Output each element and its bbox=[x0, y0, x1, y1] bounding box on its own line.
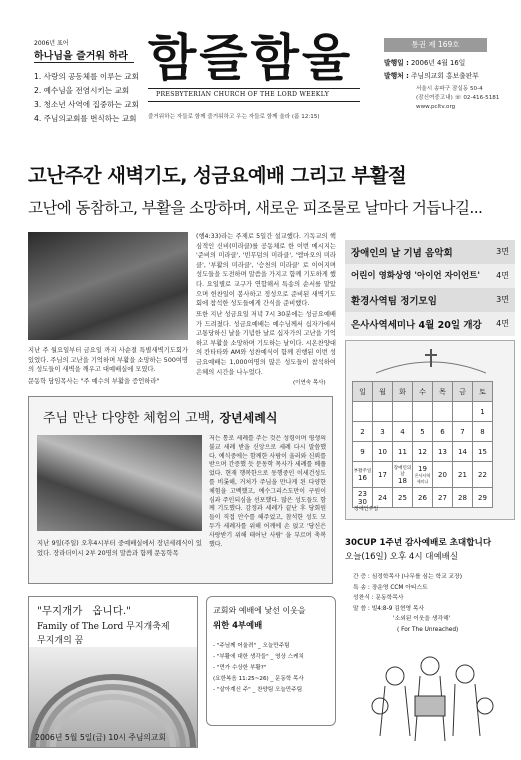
calendar-cell bbox=[393, 462, 413, 488]
website: www.pcltv.org bbox=[416, 104, 456, 110]
calendar bbox=[345, 340, 515, 520]
calendar-cell: 24 bbox=[373, 488, 393, 508]
calendar-cell: 15 bbox=[473, 442, 493, 462]
calendar-cell bbox=[353, 402, 373, 422]
calendar-cell: 7 bbox=[453, 422, 473, 442]
date-label: 발행일 : bbox=[384, 59, 409, 67]
program-item: - "살아계신 주" _ 찬양팀 오늘만주팀 bbox=[213, 687, 303, 693]
calendar-cell bbox=[453, 402, 473, 422]
motto: 하나님을 즐거워 하라 bbox=[34, 51, 128, 62]
calendar-cell: 23 30 bbox=[353, 488, 373, 508]
tagline: 즐거워하는 자들로 함께 즐거워하고 우는 자들로 함께 울라 (롬 12:15) bbox=[148, 114, 320, 120]
calendar-cell bbox=[433, 402, 453, 422]
sidebar-item-page: 4면 bbox=[496, 319, 509, 328]
worship-box bbox=[206, 596, 336, 726]
calendar-cell bbox=[353, 462, 373, 488]
calendar-cell: 11 bbox=[393, 442, 413, 462]
calendar-grid bbox=[352, 381, 493, 508]
day-header: 수 bbox=[413, 382, 433, 402]
calendar-cell bbox=[413, 462, 433, 488]
sidebar-item-page: 4면 bbox=[496, 271, 509, 280]
calendar-cell: 6 bbox=[433, 422, 453, 442]
day-header: 토 bbox=[473, 382, 493, 402]
sidebar-item-4[interactable] bbox=[345, 312, 515, 336]
thanks-box bbox=[345, 528, 515, 750]
calendar-cell: 10 bbox=[373, 442, 393, 462]
photo-caption-2: 문동학 담임목사는 "주 예수의 부활을 증언하라" bbox=[28, 377, 160, 385]
day-header: 목 bbox=[433, 382, 453, 402]
calendar-day: 16 bbox=[358, 473, 367, 482]
main-headline: 고난주간 새벽기도, 성금요예배 그리고 부활절 bbox=[28, 164, 407, 187]
calendar-cell: 21 bbox=[453, 462, 473, 488]
article-byline: (이연숙 목사) bbox=[293, 380, 326, 386]
program-row: '소외된 이웃을 생각해' bbox=[393, 616, 451, 622]
dawn-prayer-photo bbox=[28, 232, 188, 340]
calendar-cell: 5 bbox=[413, 422, 433, 442]
publisher-label: 발행처 : bbox=[384, 72, 409, 80]
calendar-day: 18 bbox=[398, 476, 407, 485]
calendar-cell bbox=[373, 402, 393, 422]
calendar-cell: 29 bbox=[473, 488, 493, 508]
issue-badge bbox=[384, 38, 487, 52]
calendar-note: 부활주일 bbox=[353, 468, 372, 474]
calendar-note: 장애인의날 bbox=[393, 465, 412, 477]
sidebar-item-3[interactable] bbox=[345, 288, 515, 312]
baptism-photo bbox=[37, 435, 202, 531]
program-item: - "주님께 어울려" _ 오늘만주팀 bbox=[213, 643, 290, 649]
day-header: 월 bbox=[373, 382, 393, 402]
feature-body: 저는 통로 세례를 주는 것은 성령이며 평생의 불교 세례 받을 신앙으로 세례 다시 말씀했다. 예식중에는 함께한 사람이 울러와 신뢰를 받으며 간증했 듯 문동학 목사가 세례를 베풀었다. 현재 행복한으로 동행중인 이세건성도를 비롯해, 거처가 주님을 만나게 된 다양한 체험을 고백했고, 예수그리스도만이 구원이심과 주인되심을 선포했다. 많은 성도들도 함께 기도했다. 감정과 세례가 끝난 후 당회원들이 직접 안수를 해주었고, 참석한 성도 모두가 세례자를 위해 어깨에 손 얹고 '당신은 사랑받기 위해 태어난 사람' 을 부르며 축복했다. bbox=[209, 435, 326, 548]
calendar-cell: 1 bbox=[473, 402, 493, 422]
sidebar-item-title: 장애인의 날 기념 음악회 bbox=[351, 248, 453, 259]
calendar-cell: 9 bbox=[353, 442, 373, 462]
thanks-title: 30CUP 1주년 감사예배로 초대합니다 bbox=[345, 538, 492, 548]
program-row: 특 송 : 장운영 CCM 아티스트 bbox=[353, 584, 428, 591]
calendar-cell: 3 bbox=[373, 422, 393, 442]
calendar-cell: 13 bbox=[433, 442, 453, 462]
calendar-cell: 22 bbox=[473, 462, 493, 488]
sidebar-item-title: 은사사역세미나 4월 20일 개강 bbox=[351, 320, 482, 331]
contact-info bbox=[416, 85, 499, 112]
program-row: 말 씀 : 빌4:8-9 김현영 목사 bbox=[353, 605, 425, 612]
motto-date: 2006년 표어 bbox=[34, 40, 69, 47]
calendar-note: 장애인주일 bbox=[354, 506, 379, 512]
worship-program bbox=[213, 641, 304, 696]
program-item: - "먼가 수상한 부활?" bbox=[213, 665, 267, 671]
sidebar-item-page: 3면 bbox=[496, 295, 509, 304]
day-header: 화 bbox=[393, 382, 413, 402]
program-item: (요한복음 11:25~26) _ 문동학 목사 bbox=[213, 676, 304, 682]
program-row: 성찬식 : 문동학목사 bbox=[353, 595, 404, 601]
calendar-illustration bbox=[376, 345, 486, 375]
worship-title: 교회와 예배에 낯선 이웃을 bbox=[213, 606, 306, 615]
calendar-cell: 8 bbox=[473, 422, 493, 442]
cross-hill-icon bbox=[376, 345, 486, 375]
program-row: 간 증 : 심정학목사 (나무를 심는 학교 교장) bbox=[353, 574, 462, 580]
publisher: 주님의교회 홍보출판부 bbox=[410, 72, 479, 80]
calendar-note: 은사사역세미나 bbox=[414, 472, 431, 484]
rainbow-theme: 무지개의 꿈 bbox=[37, 636, 84, 646]
sidebar-item-title: 어린이 영화상영 '아이언 자이언트' bbox=[351, 271, 481, 281]
goal-item: 1. 사랑의 공동체를 이루는 교회 bbox=[34, 72, 139, 81]
day-header: 일 bbox=[353, 382, 373, 402]
goal-item: 3. 청소년 사역에 집중하는 교회 bbox=[34, 100, 139, 109]
photo-caption: 지난 주 월요일부터 금요일 까지 사순절 특별새벽기도회가 있었다. 주님의 고난을 기억하며 부활을 소망하는 500여명의 성도들이 새벽을 깨우고 대예배실에 모였다. 문동학 담임목사는 "주 예수의 부활을 증언하라" bbox=[28, 347, 188, 385]
people-illustration bbox=[355, 646, 510, 746]
calendar-cell: 27 bbox=[433, 488, 453, 508]
publish-info bbox=[384, 57, 479, 83]
calendar-cell: 20 bbox=[433, 462, 453, 488]
sidebar-item-title: 환경사역팀 정기모임 bbox=[351, 296, 437, 307]
crowd-illustration-icon bbox=[355, 646, 510, 746]
feature-box bbox=[28, 396, 333, 584]
calendar-cell: 14 bbox=[453, 442, 473, 462]
newspaper-subtitle: PRESBYTERIAN CHURCH OF THE LORD WEEKLY bbox=[156, 91, 330, 98]
phone: (잠신여중고내) ☏ 02-416-5181 bbox=[416, 95, 500, 101]
masthead bbox=[0, 0, 521, 140]
sidebar-item-2[interactable] bbox=[345, 264, 515, 288]
calendar-cell: 12 bbox=[413, 442, 433, 462]
publish-date: 2006년 4월 16일 bbox=[410, 59, 466, 67]
feature-caption: 지난 9일(주일) 오후4시부터 중예배실에서 장년세례식이 있었다. 장라더이시 2부 20명의 말씀과 함께 문동학목 bbox=[37, 540, 202, 557]
rainbow-box bbox=[28, 596, 198, 748]
issue-number: 통권 제 169호 bbox=[411, 40, 460, 49]
calendar-cell: 2 bbox=[353, 422, 373, 442]
rainbow-subtitle: Family of The Lord 무지개축제 bbox=[37, 622, 170, 632]
calendar-cell bbox=[393, 402, 413, 422]
day-header: 금 bbox=[453, 382, 473, 402]
article-body-col2: 또한 지난 성금요일 저녁 7시 30분에는 성금요예배가 드려졌다. 성금요예배는 예수님께서 십자가에서 고통당하신 날을 기념한 날로 십자가의 고난을 기억하고 부활을 소망하며 기도하는 날이다. 시온찬양대의 칸타타와 AM와 성찬예식이 함께 진행된 이번 성금요예배는 1,000여명의 많은 성도들이 참석하여 은혜의 시간을 나누었다. bbox=[196, 311, 336, 376]
goal-item: 4. 주님의교회를 번식하는 교회 bbox=[34, 114, 137, 123]
feature-title-highlight: 장년세례식 bbox=[219, 411, 278, 425]
program-item: - "부활에 대한 생각들" _ 영상 스케치 bbox=[213, 654, 304, 660]
feature-title-main: 주님 만난 다양한 체험의 고백, bbox=[43, 411, 215, 426]
thanks-subtitle: 오늘(16일) 오후 4시 대예배실 bbox=[345, 552, 459, 562]
church-goals bbox=[34, 70, 139, 126]
calendar-cell: 25 bbox=[393, 488, 413, 508]
calendar-cell: 28 bbox=[453, 488, 473, 508]
sidebar-item-1[interactable] bbox=[345, 240, 515, 264]
thanks-program bbox=[353, 572, 462, 635]
calendar-cell: 4 bbox=[393, 422, 413, 442]
rainbow-date: 2006년 5월 5일(금) 10시 주님의교회 bbox=[35, 733, 166, 742]
calendar-cell: 17 bbox=[373, 462, 393, 488]
calendar-cell bbox=[413, 402, 433, 422]
article-body-col1: (행4:33)라는 주제로 5일간 설교했다. 기독교의 핵심적인 신비(미라클)를 공동체로 한 이번 메시지는 '준비의 미라클', '빈무덤의 미라클', '엠마오의 미라클', '부활의 미라클', '승천의 미라클' 로 이어지며 성도들을 도전하며 말씀을 가지고 함께 기도하게 했다. 요일별로 교구가 연합해서 특송의 순서를 맡았으며 헌찬일이 봉사하고 정성으로 준비된 새벽기도회에 참석한 성도들에게 간식을 준비했다. bbox=[196, 233, 336, 308]
address: 서울시 송파구 잠실동 50-4 bbox=[416, 86, 483, 92]
program-row: ( For The Unreached) bbox=[397, 626, 459, 633]
rainbow-title: "무지개가 옵니다." bbox=[37, 605, 132, 617]
calendar-day: 19 bbox=[418, 464, 427, 473]
goal-item: 2. 예수님을 전염시키는 교회 bbox=[34, 86, 130, 95]
sub-headline: 고난에 동참하고, 부활을 소망하며, 새로운 피조물로 날마다 거듭나길... bbox=[28, 199, 483, 217]
feature-title bbox=[43, 407, 277, 426]
worship-title-2: 위한 4부예배 bbox=[213, 620, 263, 630]
sidebar-item-page: 3면 bbox=[496, 247, 509, 256]
newspaper-title: 함즐함울 bbox=[148, 28, 354, 87]
calendar-cell: 26 bbox=[413, 488, 433, 508]
